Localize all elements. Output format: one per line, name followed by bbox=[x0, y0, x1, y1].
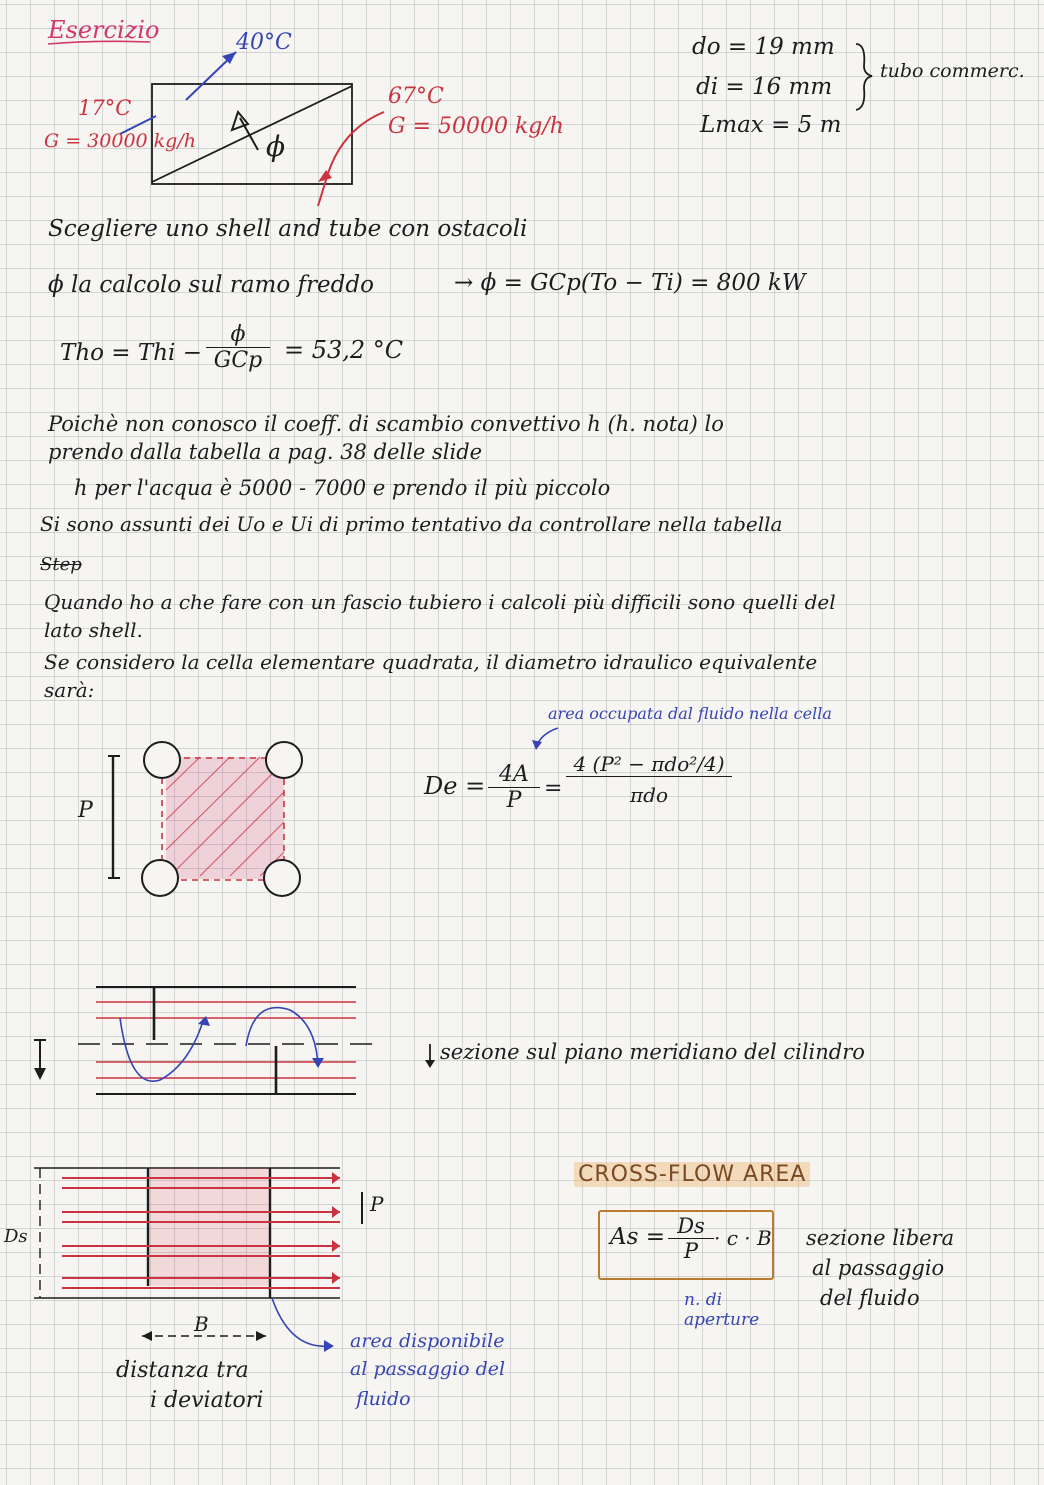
text-line-3-rhs: = 53,2 °C bbox=[284, 336, 404, 364]
bottom-right-2: al passaggio del bbox=[350, 1358, 506, 1380]
fraction-phi-gcp bbox=[206, 322, 270, 373]
aperture-note: n. di aperture bbox=[684, 1290, 760, 1330]
as-fraction bbox=[668, 1214, 714, 1263]
bottom-right-1: area disponibile bbox=[350, 1330, 505, 1352]
b-label: B bbox=[194, 1312, 209, 1336]
text-line-5: prendo dalla tabella a pag. 38 delle slide bbox=[48, 440, 483, 464]
hot-in-temp: 67°C bbox=[388, 84, 444, 109]
cell-pitch-label: P bbox=[78, 798, 93, 823]
cold-flow: G = 30000 kg/h bbox=[44, 130, 196, 152]
phi-arrow bbox=[240, 118, 258, 150]
as-lhs: As = bbox=[610, 1224, 665, 1250]
de-den-2: πdo bbox=[630, 783, 668, 807]
outer-diameter: do = 19 mm bbox=[692, 34, 835, 60]
de-fraction-2 bbox=[566, 752, 732, 807]
bottom-left-2: i deviatori bbox=[150, 1388, 264, 1413]
text-line-4: Poichè non conosco il coeff. di scambio convettivo h (h. nota) lo bbox=[48, 412, 724, 436]
hot-flow-arrow bbox=[318, 112, 384, 206]
phi-label: ϕ bbox=[266, 130, 286, 163]
as-tail: · c · B bbox=[714, 1226, 772, 1250]
side-note-2: al passaggio bbox=[812, 1256, 945, 1280]
de-fraction-1 bbox=[488, 762, 540, 813]
text-line-2b: → ϕ = GCp(To − Ti) = 800 kW bbox=[454, 270, 806, 296]
as-num: Ds bbox=[668, 1214, 714, 1239]
fraction-den: GCp bbox=[213, 348, 263, 373]
de-num-1: 4A bbox=[488, 762, 540, 788]
max-length: Lmax = 5 m bbox=[700, 112, 842, 138]
text-line-2a: ϕ la calcolo sul ramo freddo bbox=[48, 272, 374, 298]
text-line-11: Se considero la cella elementare quadrata, il diametro idraulico equivalente bbox=[44, 650, 818, 674]
tube-circle-bl bbox=[142, 860, 178, 896]
text-line-10: lato shell. bbox=[44, 618, 143, 642]
de-den-1: P bbox=[506, 788, 522, 813]
brace bbox=[856, 44, 872, 110]
de-lhs: De = bbox=[424, 772, 486, 800]
side-note-3: del fluido bbox=[820, 1286, 920, 1310]
text-line-1: Scegliere uno shell and tube con ostacoli bbox=[48, 216, 528, 242]
text-line-3-lhs: Tho = Thi − bbox=[60, 340, 202, 366]
tube-circle-br bbox=[264, 860, 300, 896]
de-equals: = bbox=[544, 776, 563, 801]
text-line-12: sarà: bbox=[44, 678, 95, 702]
text-line-6: h per l'acqua è 5000 - 7000 e prendo il più piccolo bbox=[74, 476, 611, 500]
crossflow-heading: CROSS-FLOW AREA bbox=[574, 1162, 810, 1187]
brace-note: tubo commerc. bbox=[880, 60, 1025, 82]
bottom-left-1: distanza tra bbox=[116, 1358, 249, 1383]
text-line-8: Step bbox=[40, 554, 82, 575]
page-title: Esercizio bbox=[48, 16, 160, 44]
tube-circle-tr bbox=[266, 742, 302, 778]
inner-diameter: di = 16 mm bbox=[696, 74, 833, 100]
meridian-section bbox=[34, 987, 435, 1094]
text-line-7: Si sono assunti dei Uo e Ui di primo tentativo da controllare nella tabella bbox=[40, 512, 783, 536]
cell-annotation: area occupata dal fluido nella cella bbox=[548, 704, 832, 723]
meridian-label: sezione sul piano meridiano del cilindro bbox=[440, 1040, 865, 1064]
text-line-9: Quando ho a che fare con un fascio tubiero i calcoli più difficili sono quelli del bbox=[44, 590, 836, 614]
fraction-num: ϕ bbox=[206, 322, 270, 348]
cell-hatch bbox=[166, 757, 284, 879]
cold-in-temp: 17°C bbox=[78, 96, 132, 120]
hot-flow: G = 50000 kg/h bbox=[388, 114, 564, 139]
cold-out-temp: 40°C bbox=[236, 30, 292, 55]
tube-circle-tl bbox=[144, 742, 180, 778]
p-label: P bbox=[370, 1192, 384, 1216]
side-note-1: sezione libera bbox=[806, 1226, 955, 1250]
de-num-2: 4 (P² − πdo²/4) bbox=[566, 752, 732, 777]
ds-label: Ds bbox=[4, 1226, 28, 1247]
as-den: P bbox=[683, 1239, 699, 1263]
bottom-right-3: fluido bbox=[356, 1388, 411, 1410]
